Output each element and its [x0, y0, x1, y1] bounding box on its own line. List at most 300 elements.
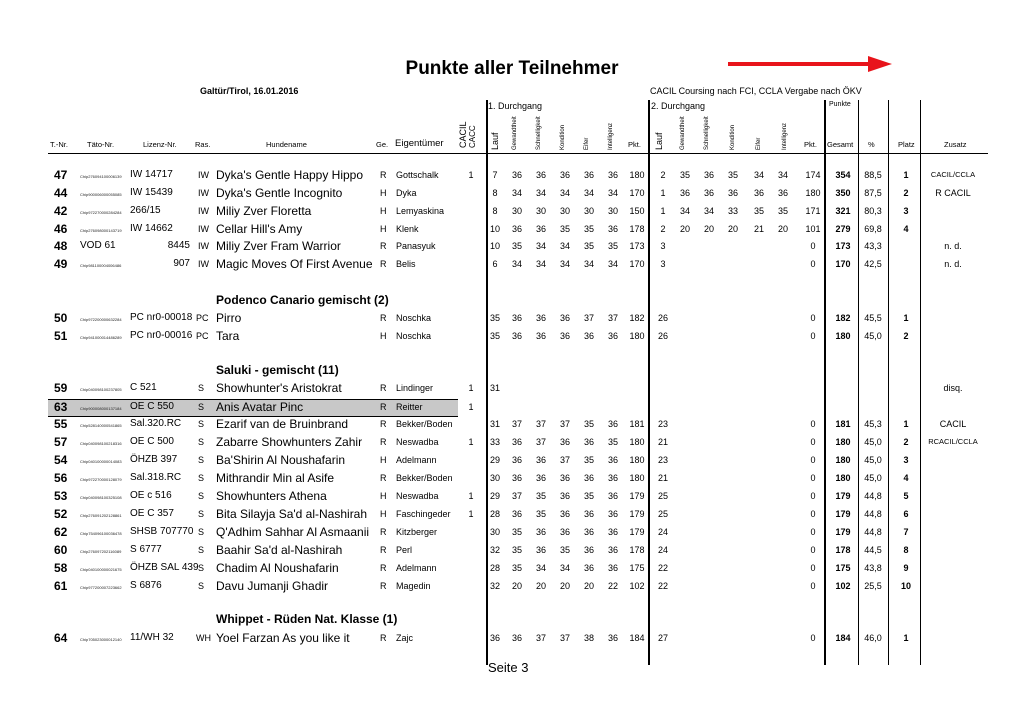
chip-number: Chip900006000055085: [80, 192, 122, 197]
run1-score: 36: [511, 473, 522, 483]
durchgang1-header: 1. Durchgang: [488, 101, 543, 111]
run2-score: 34: [703, 206, 714, 216]
entry-number: 50: [54, 311, 68, 325]
total-score: 181: [835, 419, 851, 429]
run2-score: 23: [657, 455, 668, 465]
sex: R: [380, 170, 387, 180]
run1-score: 37: [511, 419, 522, 429]
run1-score: 20: [511, 581, 522, 591]
run1-score: 34: [583, 188, 594, 198]
run1-score: 181: [629, 419, 645, 429]
run1-score: 170: [629, 259, 645, 269]
run1-score: 173: [629, 241, 645, 251]
run1-score: 7: [492, 170, 498, 180]
run2-score: 2: [660, 224, 666, 234]
table-row: [0, 435, 1024, 451]
percent: 45,0: [864, 473, 882, 483]
run2-score: 0: [810, 581, 816, 591]
col-kondition2: Kondition: [730, 124, 736, 150]
percent: 46,0: [864, 633, 882, 643]
col-lauf1: Lauf: [490, 132, 500, 150]
total-score: 173: [835, 241, 851, 251]
sex: H: [380, 331, 387, 341]
dog-name: Showhunter's Aristokrat: [216, 381, 342, 395]
dog-name: Ezarif van de Bruinbrand: [216, 417, 349, 431]
run1-score: 35: [535, 509, 546, 519]
chip-number: VOD 61: [80, 240, 116, 251]
run2-score: 22: [657, 581, 668, 591]
placement: 8: [903, 545, 909, 555]
license-number: OE c 516: [130, 490, 172, 501]
run2-score: 0: [810, 455, 816, 465]
dog-name: Ba'Shirin Al Noushafarin: [216, 453, 346, 467]
table-row: [0, 239, 1024, 255]
chip-number: Chip972270000284284: [80, 210, 122, 215]
sex: R: [380, 419, 387, 429]
run2-score: 33: [727, 206, 738, 216]
col-gewandtheit1: Gewandtheit: [512, 116, 518, 150]
owner-name: Perl: [396, 545, 413, 555]
placement: 3: [903, 455, 909, 465]
license-number: C 521: [130, 382, 157, 393]
total-score: 180: [835, 473, 851, 483]
run2-score: 26: [657, 331, 668, 341]
run2-score: 20: [703, 224, 714, 234]
run2-score: 3: [660, 241, 666, 251]
dog-name: Dyka's Gentle Incognito: [216, 186, 343, 200]
run1-score: 35: [511, 563, 522, 573]
run1-score: 36: [535, 545, 546, 555]
run2-score: 20: [679, 224, 690, 234]
run2-score: 0: [810, 473, 816, 483]
dog-name: Miliy Zver Fram Warrior: [216, 239, 341, 253]
run1-score: 36: [559, 473, 570, 483]
table-row: [0, 381, 1024, 397]
breed-code: S: [198, 455, 205, 465]
run1-score: 8: [492, 206, 498, 216]
run1-score: 35: [559, 545, 570, 555]
breed-code: S: [198, 419, 205, 429]
sex: R: [380, 545, 387, 555]
run1-score: 35: [583, 419, 594, 429]
percent: 45,3: [864, 419, 882, 429]
run2-score: 0: [810, 563, 816, 573]
award: disq.: [943, 383, 963, 393]
run1-score: 36: [511, 170, 522, 180]
table-row: [0, 525, 1024, 541]
owner-name: Klenk: [396, 224, 419, 234]
percent: 88,5: [864, 170, 882, 180]
breed-code: S: [198, 563, 205, 573]
chip-number: Chip941000014486289: [80, 335, 122, 340]
col-schnelligkeit1: Schnelligkeit: [536, 116, 542, 150]
run1-score: 36: [583, 563, 594, 573]
run1-score: 36: [511, 509, 522, 519]
chip-number: Chip754096100036478: [80, 531, 122, 536]
col-taeto: Täto-Nr.: [87, 140, 115, 149]
run1-score: 36: [535, 455, 546, 465]
breed-code: PC: [196, 313, 209, 323]
run2-score: 0: [810, 313, 816, 323]
license-number: 11/WH 32: [130, 632, 174, 643]
chip-number: Chip900008000137184: [80, 406, 122, 411]
placement: 5: [903, 491, 909, 501]
run1-score: 34: [511, 259, 522, 269]
sex: R: [380, 437, 387, 447]
license-number: PC nr0-00016: [130, 330, 193, 341]
entry-number: 46: [54, 222, 68, 236]
run1-score: 35: [583, 455, 594, 465]
entry-number: 55: [54, 417, 68, 431]
placement: 7: [903, 527, 909, 537]
placement: 1: [903, 419, 909, 429]
percent: 80,3: [864, 206, 882, 216]
entry-number: 57: [54, 435, 68, 449]
run1-score: 36: [511, 313, 522, 323]
run1-score: 34: [583, 259, 594, 269]
chip-number: Chip040098100237805: [80, 387, 122, 392]
table-row: [0, 417, 1024, 433]
col-hundename: Hundename: [266, 140, 307, 149]
sex: H: [380, 206, 387, 216]
run1-score: 35: [607, 241, 618, 251]
run2-score: 0: [810, 545, 816, 555]
cacil-flag: 1: [468, 170, 474, 180]
owner-name: Adelmann: [396, 455, 437, 465]
run1-score: 36: [607, 455, 618, 465]
run1-score: 8: [492, 188, 498, 198]
sex: R: [380, 473, 387, 483]
table-row: [0, 204, 1024, 220]
run1-score: 31: [489, 383, 500, 393]
breed-code: IW: [198, 259, 209, 269]
run1-score: 170: [629, 188, 645, 198]
dog-name: Anis Avatar Pinc: [216, 400, 304, 414]
entry-number: 60: [54, 543, 68, 557]
table-row: [0, 631, 1024, 647]
run2-score: 180: [805, 188, 821, 198]
run1-score: 37: [559, 633, 570, 643]
run1-score: 10: [489, 224, 500, 234]
total-score: 179: [835, 509, 851, 519]
license-number: OE C 500: [130, 436, 174, 447]
total-score: 180: [835, 455, 851, 465]
col-cacil: CACIL: [458, 121, 468, 148]
cacil-flag: 1: [468, 402, 474, 412]
entry-number: 56: [54, 471, 68, 485]
run1-score: 32: [489, 581, 500, 591]
total-score: 102: [835, 581, 851, 591]
owner-name: Bekker/Boden: [396, 473, 453, 483]
run2-score: 0: [810, 633, 816, 643]
run1-score: 34: [535, 259, 546, 269]
cacil-flag: 1: [468, 383, 474, 393]
table-row: [0, 453, 1024, 469]
dog-name: Magic Moves Of First Avenue: [216, 257, 373, 271]
run1-score: 36: [511, 455, 522, 465]
dog-name: Baahir Sa'd al-Nashirah: [216, 543, 343, 557]
col-ge: Ge.: [376, 140, 389, 149]
run2-score: 0: [810, 509, 816, 519]
percent: 45,0: [864, 331, 882, 341]
run2-score: 20: [727, 224, 738, 234]
chip-number: Chip972270000128079: [80, 477, 122, 482]
license-number: SHSB 707770: [130, 526, 194, 537]
run2-score: 1: [660, 206, 666, 216]
run1-score: 37: [535, 419, 546, 429]
run1-score: 37: [535, 437, 546, 447]
entry-number: 59: [54, 381, 68, 395]
run1-score: 35: [511, 241, 522, 251]
breed-code: S: [198, 527, 205, 537]
dog-name: Bita Silayja Sa'd al-Nashirah: [216, 507, 368, 521]
subtitle: CACIL Coursing nach FCI, CCLA Vergabe nach ÖKV: [650, 86, 862, 96]
run2-score: 0: [810, 419, 816, 429]
table-row: [0, 579, 1024, 595]
chip-number: Chip276094100006139: [80, 174, 122, 179]
col-zusatz: Zusatz: [944, 140, 967, 149]
dog-name: Q'Adhim Sahhar Al Asmaanii: [216, 525, 370, 539]
award: n. d.: [944, 259, 962, 269]
cacil-flag: 1: [468, 509, 474, 519]
placement: 9: [903, 563, 909, 573]
run1-score: 180: [629, 331, 645, 341]
table-row: [0, 543, 1024, 559]
percent: 45,5: [864, 313, 882, 323]
percent: 44,5: [864, 545, 882, 555]
breed-code: S: [198, 545, 205, 555]
run1-score: 35: [583, 224, 594, 234]
run1-score: 6: [492, 259, 498, 269]
owner-name: Zajc: [396, 633, 414, 643]
run1-score: 36: [559, 313, 570, 323]
run1-score: 178: [629, 224, 645, 234]
run1-score: 36: [535, 313, 546, 323]
chip-number: Chip276098000143719: [80, 228, 122, 233]
table-row: [0, 489, 1024, 505]
col-kondition1: Kondition: [560, 124, 566, 150]
run1-score: 35: [535, 491, 546, 501]
license-number: ÖHZB 397: [130, 454, 178, 465]
run1-score: 30: [607, 206, 618, 216]
chip-number: Chip276097202116089: [80, 549, 122, 554]
run2-score: 21: [657, 473, 668, 483]
owner-name: Panasyuk: [396, 241, 436, 251]
entry-number: 61: [54, 579, 68, 593]
dog-name: Dyka's Gentle Happy Hippo: [216, 168, 364, 182]
run1-score: 34: [559, 188, 570, 198]
dog-name: Miliy Zver Floretta: [216, 204, 312, 218]
run2-score: 174: [805, 170, 821, 180]
run2-score: 26: [657, 313, 668, 323]
run1-score: 28: [489, 509, 500, 519]
run1-score: 36: [489, 633, 500, 643]
chip-number: Chip977200007223662: [80, 585, 122, 590]
chip-number: Chip040100000021675: [80, 567, 122, 572]
table-row: [48, 399, 474, 417]
run1-score: 34: [535, 241, 546, 251]
run2-score: 35: [777, 206, 788, 216]
run1-score: 175: [629, 563, 645, 573]
run1-score: 36: [511, 437, 522, 447]
breed-code: IW: [198, 188, 209, 198]
table-row: [0, 561, 1024, 577]
entry-number: 64: [54, 631, 68, 645]
run2-score: 23: [657, 419, 668, 429]
run1-score: 35: [607, 437, 618, 447]
run1-score: 36: [607, 509, 618, 519]
run1-score: 184: [629, 633, 645, 643]
run1-score: 178: [629, 545, 645, 555]
run1-score: 36: [511, 331, 522, 341]
sex: H: [380, 224, 387, 234]
placement: 1: [903, 633, 909, 643]
placement: 1: [903, 313, 909, 323]
table-row: [0, 257, 1024, 273]
run1-score: 36: [535, 170, 546, 180]
entry-number: 47: [54, 168, 68, 182]
table-row: [0, 311, 1024, 327]
red-arrow-icon: [728, 56, 892, 72]
table-row: [0, 329, 1024, 345]
breed-code: IW: [198, 170, 209, 180]
group-heading: Whippet - Rüden Nat. Klasse (1): [216, 612, 398, 626]
owner-name: Lindinger: [396, 383, 434, 393]
run1-score: 36: [559, 170, 570, 180]
run1-score: 10: [489, 241, 500, 251]
sex: H: [380, 455, 387, 465]
percent: 44,8: [864, 491, 882, 501]
run2-score: 36: [727, 188, 738, 198]
run1-score: 36: [583, 473, 594, 483]
owner-name: Noschka: [396, 331, 432, 341]
run1-score: 36: [535, 224, 546, 234]
run1-score: 31: [489, 419, 500, 429]
run2-score: 0: [810, 331, 816, 341]
license-number: Sal.318.RC: [130, 472, 182, 483]
owner-name: Faschingeder: [396, 509, 451, 519]
run2-score: 35: [679, 170, 690, 180]
run1-score: 180: [629, 170, 645, 180]
dog-name: Cellar Hill's Amy: [216, 222, 303, 236]
run1-score: 35: [559, 224, 570, 234]
chip-number: Chip040100000014083: [80, 459, 122, 464]
owner-name: Magedin: [396, 581, 431, 591]
run1-score: 36: [607, 545, 618, 555]
sex: R: [380, 241, 387, 251]
percent: 87,5: [864, 188, 882, 198]
run1-score: 35: [489, 331, 500, 341]
run2-score: 24: [657, 545, 668, 555]
owner-name: Gottschalk: [396, 170, 439, 180]
run1-score: 34: [607, 259, 618, 269]
run1-score: 30: [583, 206, 594, 216]
breed-code: S: [198, 491, 205, 501]
owner-name: Adelmann: [396, 563, 437, 573]
total-score: 179: [835, 527, 851, 537]
run2-score: 20: [777, 224, 788, 234]
run2-score: 27: [657, 633, 668, 643]
sex: R: [380, 581, 387, 591]
award: CACIL: [939, 419, 967, 429]
run1-score: 20: [583, 581, 594, 591]
col-prozent: %: [868, 140, 875, 149]
percent: 42,5: [864, 259, 882, 269]
run1-score: 180: [629, 437, 645, 447]
run1-score: 180: [629, 473, 645, 483]
run2-score: 21: [753, 224, 764, 234]
sex: R: [380, 313, 387, 323]
run1-score: 36: [511, 633, 522, 643]
col-eigentuemer: Eigentümer: [395, 138, 444, 149]
run1-score: 37: [583, 313, 594, 323]
run2-score: 0: [810, 259, 816, 269]
run1-score: 34: [535, 563, 546, 573]
table-row: [0, 168, 1024, 184]
percent: 44,8: [864, 509, 882, 519]
chip-number: Chip040098100218316: [80, 441, 122, 446]
breed-code: IW: [198, 206, 209, 216]
run1-score: 37: [607, 313, 618, 323]
run2-score: 36: [703, 188, 714, 198]
award: n. d.: [944, 241, 962, 251]
entry-number: 42: [54, 204, 68, 218]
chip-number: Chip972200000632284: [80, 317, 122, 322]
award: CACIL/CCLA: [930, 170, 976, 179]
total-score: 179: [835, 491, 851, 501]
run1-score: 29: [489, 455, 500, 465]
license-number: OE C 550: [130, 401, 174, 412]
table-row: [0, 186, 1024, 202]
run2-score: 22: [657, 563, 668, 573]
run1-score: 34: [559, 259, 570, 269]
run1-score: 36: [607, 224, 618, 234]
run2-score: 34: [777, 170, 788, 180]
run1-score: 38: [583, 633, 594, 643]
percent: 45,0: [864, 437, 882, 447]
owner-name: Kitzberger: [396, 527, 438, 537]
owner-name: Noschka: [396, 313, 432, 323]
run1-score: 36: [583, 527, 594, 537]
col-gesamt: Gesamt: [827, 140, 854, 149]
run1-score: 36: [607, 331, 618, 341]
run1-score: 36: [607, 473, 618, 483]
chip-number: Chip705023000012140: [80, 637, 122, 642]
entry-number: 54: [54, 453, 68, 467]
license-number: 907: [173, 258, 190, 269]
breed-code: PC: [196, 331, 209, 341]
col-platz: Platz: [898, 140, 915, 149]
total-score: 184: [835, 633, 851, 643]
col-lauf2: Lauf: [654, 132, 664, 150]
run1-score: 20: [559, 581, 570, 591]
run2-score: 3: [660, 259, 666, 269]
breed-code: IW: [198, 224, 209, 234]
dog-name: Pirro: [216, 311, 242, 325]
run1-score: 34: [559, 563, 570, 573]
run2-score: 34: [679, 206, 690, 216]
run2-score: 34: [753, 170, 764, 180]
run1-score: 37: [559, 455, 570, 465]
license-number: OE C 357: [130, 508, 174, 519]
run2-score: 36: [679, 188, 690, 198]
sex: H: [380, 509, 387, 519]
sex: R: [380, 383, 387, 393]
col-pkt2: Pkt.: [804, 140, 817, 149]
entry-number: 58: [54, 561, 68, 575]
col-ras: Ras.: [195, 140, 211, 149]
license-number: PC nr0-00018: [130, 312, 193, 323]
